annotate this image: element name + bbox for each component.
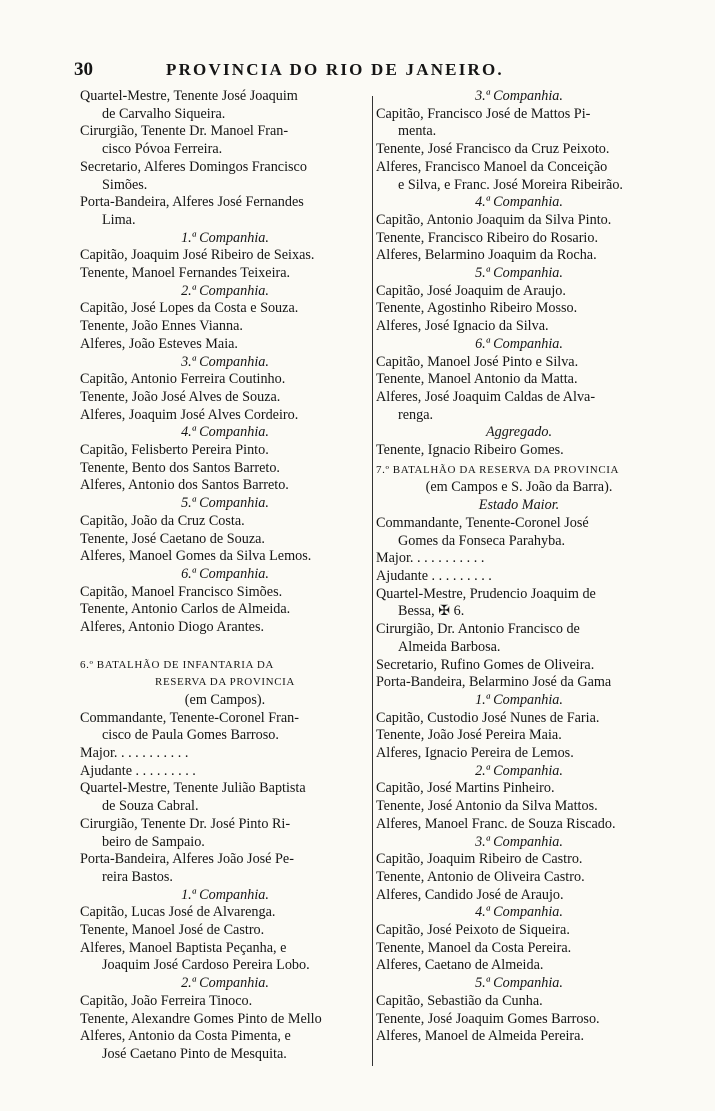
running-title: PROVINCIA DO RIO DE JANEIRO. <box>166 60 504 79</box>
text-line: Alferes, João Esteves Maia. <box>80 335 238 352</box>
text-line: Ajudante . . . . . . . . . <box>80 762 196 779</box>
page-number: 30 <box>74 59 93 80</box>
text-line: Tenente, José Antonio da Silva Mattos. <box>376 798 598 815</box>
text-line: Capitão, Antonio Ferreira Coutinho. <box>80 371 286 388</box>
text-line: Alferes, Antonio Diogo Arantes. <box>80 619 265 636</box>
text-line: Capitão, Lucas José de Alvarenga. <box>80 904 276 921</box>
section-heading: 6.ª Companhia. <box>475 335 563 352</box>
text-line: cisco Póvoa Ferreira. <box>102 141 223 158</box>
section-heading: 4.ª Companhia. <box>475 194 563 211</box>
text-line: Alferes, Manoel Gomes da Silva Lemos. <box>80 548 312 565</box>
text-line: Capitão, Joaquim José Ribeiro de Seixas. <box>80 247 315 264</box>
text-line: Almeida Barbosa. <box>398 638 501 655</box>
text-line: Tenente, Manoel da Costa Pereira. <box>376 939 572 956</box>
text-line <box>80 637 370 655</box>
text-line: Capitão, José Martins Pinheiro. <box>376 780 555 797</box>
text-line: Tenente, João Ennes Vianna. <box>80 318 243 335</box>
text-line: Quartel-Mestre, Tenente José Joaquim <box>80 88 298 104</box>
text-line: Alferes, Candido José de Araujo. <box>376 886 564 903</box>
text-line: Capitão, Manoel José Pinto e Silva. <box>376 353 579 370</box>
text-line: Cirurgião, Tenente Dr. Manoel Fran- <box>80 123 289 140</box>
text-line: Simões. <box>102 176 148 193</box>
text-line: Capitão, Manoel Francisco Simões. <box>80 583 283 600</box>
text-line: Porta-Bandeira, Alferes João José Pe- <box>80 851 294 868</box>
right-column <box>376 88 662 1046</box>
section-heading: 1.ª Companhia. <box>181 229 269 246</box>
text-line: de Souza Cabral. <box>102 798 199 815</box>
text-line: Commandante, Tenente-Coronel José <box>376 514 589 531</box>
section-heading: 5.ª Companhia. <box>475 975 563 992</box>
section-heading: 4.ª Companhia. <box>181 424 269 441</box>
text-line: Alferes, Manoel Baptista Peçanha, e <box>80 939 287 956</box>
text-line: Quartel-Mestre, Tenente Julião Baptista <box>80 780 306 797</box>
text-line: Tenente, Antonio de Oliveira Castro. <box>376 868 585 885</box>
text-line: Commandante, Tenente-Coronel Fran- <box>80 709 299 726</box>
text-line: cisco de Paula Gomes Barroso. <box>102 727 279 744</box>
text-line: Tenente, José Francisco da Cruz Peixoto. <box>376 141 610 158</box>
text-line: Capitão, Custodio José Nunes de Faria. <box>376 709 600 726</box>
text-line: de Carvalho Siqueira. <box>102 105 226 122</box>
section-heading: Aggregado. <box>485 424 553 441</box>
text-line: Capitão, Sebastião da Cunha. <box>376 992 543 1009</box>
section-heading: 1.ª Companhia. <box>475 691 563 708</box>
text-line: Tenente, Ignacio Ribeiro Gomes. <box>376 442 564 459</box>
text-line: Alferes, Antonio da Costa Pimenta, e <box>80 1028 291 1045</box>
text-line: Major. . . . . . . . . . . <box>80 745 189 762</box>
text-line: Tenente, Agostinho Ribeiro Mosso. <box>376 300 578 317</box>
running-header <box>74 59 664 83</box>
section-heading: 5.ª Companhia. <box>181 495 269 512</box>
text-line: Porta-Bandeira, Belarmino José da Gama <box>376 674 612 691</box>
text-line: Major. . . . . . . . . . . <box>376 550 485 567</box>
text-line: Capitão, Joaquim Ribeiro de Castro. <box>376 851 583 868</box>
text-line: Secretario, Rufino Gomes de Oliveira. <box>376 656 595 673</box>
text-line: Tenente, José Caetano de Souza. <box>80 530 265 547</box>
text-line: renga. <box>398 406 434 423</box>
text-line: Tenente, Alexandre Gomes Pinto de Mello <box>80 1010 322 1027</box>
text-line: Tenente, Francisco Ribeiro do Rosario. <box>376 229 599 246</box>
section-heading: 2.ª Companhia. <box>181 282 269 299</box>
text-line: Secretario, Alferes Domingos Francisco <box>80 158 307 175</box>
section-heading: 7.º BATALHÃO DA RESERVA DA PROVINCIA <box>376 463 620 476</box>
text-line: (em Campos e S. João da Barra). <box>425 479 613 496</box>
section-heading: 1.ª Companhia. <box>181 886 269 903</box>
text-line: Quartel-Mestre, Prudencio Joaquim de <box>376 585 596 602</box>
text-line: Tenente, Bento dos Santos Barreto. <box>80 459 280 476</box>
text-line: Lima. <box>102 211 136 228</box>
text-line: Tenente, Manoel Fernandes Teixeira. <box>80 265 291 282</box>
text-line: Alferes, José Joaquim Caldas de Alva- <box>376 388 596 405</box>
section-heading: 2.ª Companhia. <box>181 975 269 992</box>
text-line: Porta-Bandeira, Alferes José Fernandes <box>80 194 304 211</box>
text-line: José Caetano Pinto de Mesquita. <box>102 1045 287 1062</box>
section-heading: 6.º BATALHÃO DE INFANTARIA DA <box>80 658 274 671</box>
text-line: Alferes, Caetano de Almeida. <box>376 957 544 974</box>
text-line: Alferes, Manoel de Almeida Pereira. <box>376 1028 585 1045</box>
text-line: Capitão, Felisberto Pereira Pinto. <box>80 442 269 459</box>
text-line: Alferes, Belarmino Joaquim da Rocha. <box>376 247 597 264</box>
section-heading: 5.ª Companhia. <box>475 265 563 282</box>
text-line: Alferes, José Ignacio da Silva. <box>376 318 549 335</box>
section-heading: 3.ª Companhia. <box>475 88 563 104</box>
text-line: Tenente, João José Alves de Souza. <box>80 388 281 405</box>
text-line: reira Bastos. <box>102 868 173 885</box>
text-line: Tenente, João José Pereira Maia. <box>376 727 562 744</box>
text-line: Tenente, Manoel José de Castro. <box>80 922 265 939</box>
text-line: Joaquim José Cardoso Pereira Lobo. <box>102 957 310 974</box>
text-line: Tenente, Antonio Carlos de Almeida. <box>80 601 291 618</box>
section-heading: Estado Maior. <box>478 497 560 514</box>
text-line: Alferes, Joaquim José Alves Cordeiro. <box>80 406 299 423</box>
text-line: Cirurgião, Dr. Antonio Francisco de <box>376 621 580 638</box>
left-column <box>80 88 370 1064</box>
text-line: Tenente, José Joaquim Gomes Barroso. <box>376 1010 600 1027</box>
text-line: Alferes, Antonio dos Santos Barreto. <box>80 477 289 494</box>
section-heading: 4.ª Companhia. <box>475 904 563 921</box>
text-line: Capitão, João da Cruz Costa. <box>80 512 245 529</box>
text-line: Capitão, João Ferreira Tinoco. <box>80 992 253 1009</box>
text-line: menta. <box>398 123 437 140</box>
text-line: beiro de Sampaio. <box>102 833 205 850</box>
text-line: Tenente, Manoel Antonio da Matta. <box>376 371 578 388</box>
text-line: Gomes da Fonseca Parahyba. <box>398 532 566 549</box>
text-line: Alferes, Francisco Manoel da Conceição <box>376 158 608 175</box>
section-heading: 3.ª Companhia. <box>181 353 269 370</box>
text-line: Capitão, Francisco José de Mattos Pi- <box>376 105 591 122</box>
section-heading: RESERVA DA PROVINCIA <box>155 676 295 689</box>
text-line: Capitão, José Peixoto de Siqueira. <box>376 922 570 939</box>
section-heading: 2.ª Companhia. <box>475 762 563 779</box>
text-line: Capitão, José Lopes da Costa e Souza. <box>80 300 299 317</box>
text-line: Bessa, ✠ 6. <box>398 603 465 620</box>
section-heading: 3.ª Companhia. <box>475 833 563 850</box>
text-line: Ajudante . . . . . . . . . <box>376 567 492 584</box>
text-line: e Silva, e Franc. José Moreira Ribeirão. <box>398 176 623 193</box>
text-line: (em Campos). <box>184 691 266 708</box>
section-heading: 6.ª Companhia. <box>181 565 269 582</box>
column-divider <box>372 96 373 1066</box>
text-line: Alferes, Ignacio Pereira de Lemos. <box>376 745 574 762</box>
text-line: Capitão, José Joaquim de Araujo. <box>376 282 566 299</box>
text-line: Capitão, Antonio Joaquim da Silva Pinto. <box>376 211 612 228</box>
text-line: Cirurgião, Tenente Dr. José Pinto Ri- <box>80 815 291 832</box>
text-line: Alferes, Manoel Franc. de Souza Riscado. <box>376 815 616 832</box>
